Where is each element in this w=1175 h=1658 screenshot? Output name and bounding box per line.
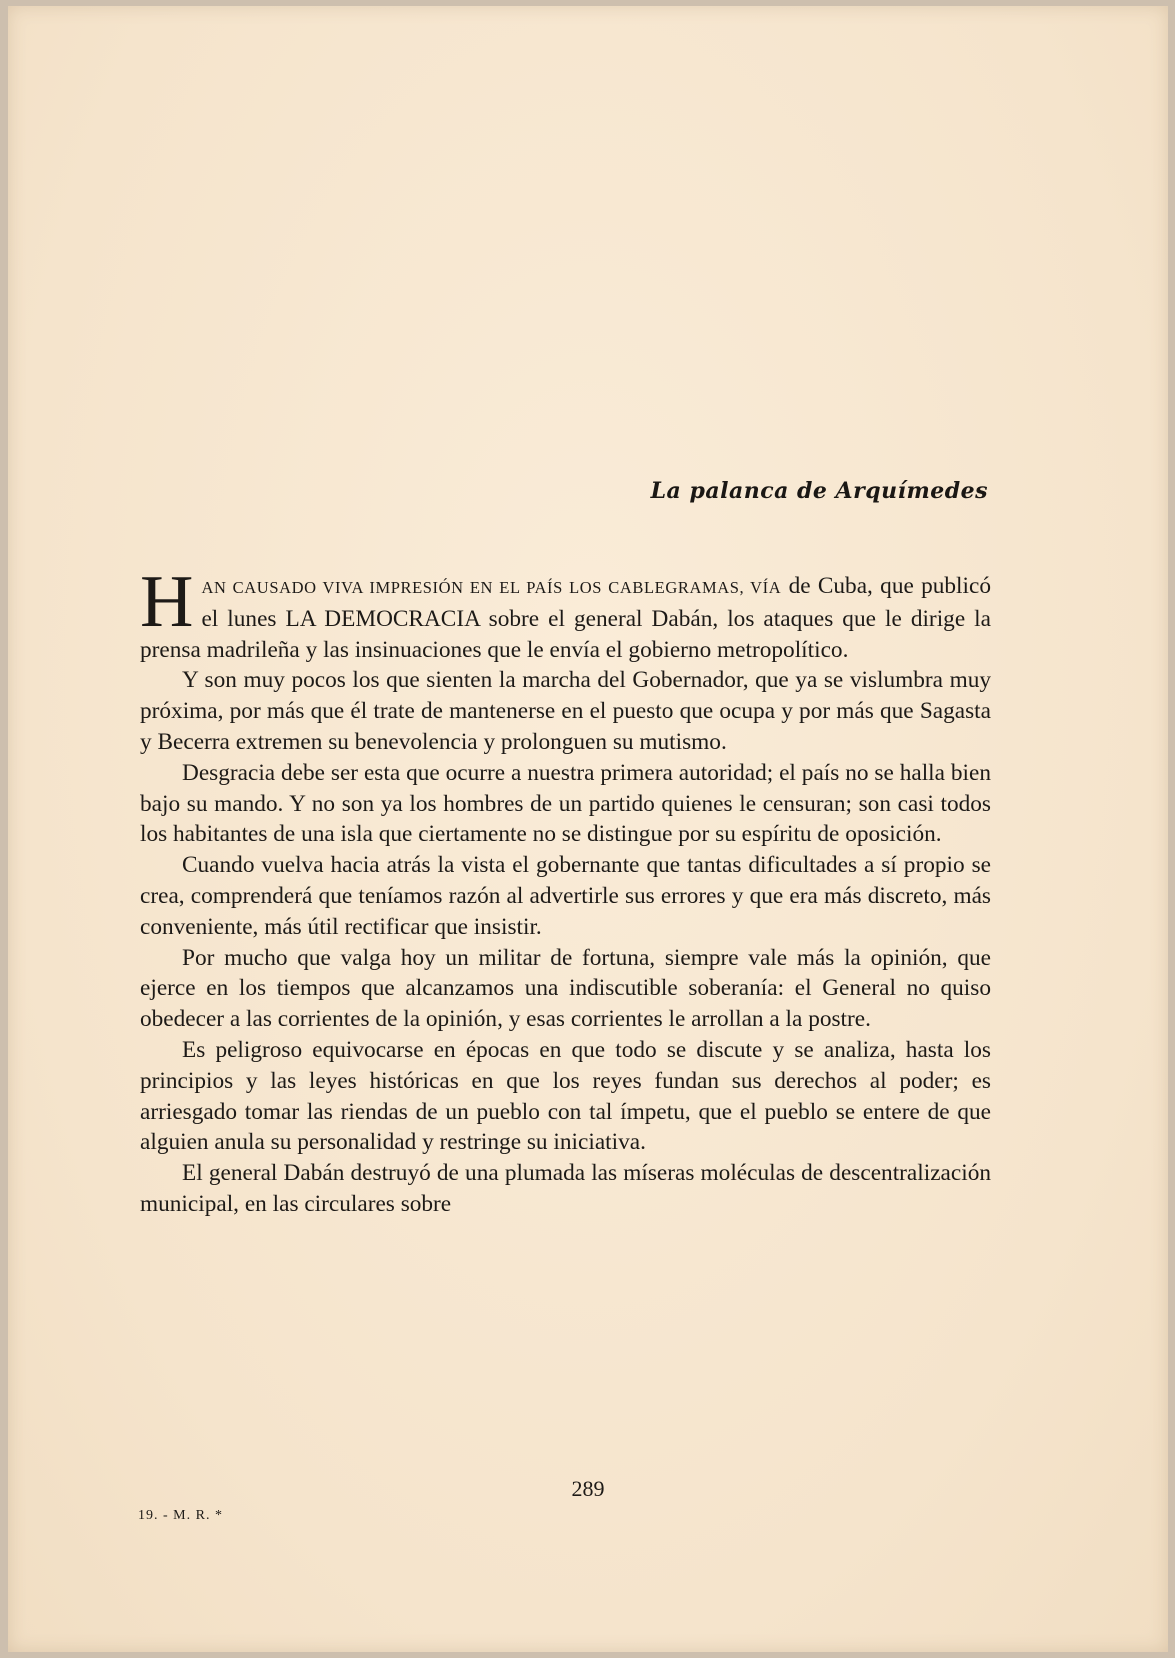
paragraph: Es peligroso equivocarse en épocas en que todo se discute y se analiza, hasta los principios y las leyes históricas en que los reyes fundan sus derechos al poder; es arriesgado tomar las riendas de un pueblo con tal ímpetu, que el pueblo se entere de que alguien anula su personalidad y restringe su iniciativa. [140,1036,991,1156]
printer-signature: 19. - M. R. * [138,1508,223,1523]
paragraph: El general Dabán destruyó de una plumada las míseras moléculas de descentralización municipal, en las circulares sobre [140,1160,991,1217]
drop-cap: H [140,561,194,643]
paragraph-text: de Cuba, que publicó el lunes LA DEMOCRACIA sobre el general Dabán, los ataques que le dirige la prensa madrileña y las insinuaciones que le envía el gobierno metropolítico. [140,573,991,663]
book-page [8,6,1168,1652]
article-title: La palanca de Arquímedes [650,478,988,504]
article-body [140,561,991,1220]
paragraph [140,561,991,665]
lead-smallcaps: AN CAUSADO VIVA IMPRESIÓN EN EL PAÍS LOS CABLEGRAMAS, VÍA [201,578,782,597]
paragraph: Cuando vuelva hacia atrás la vista el gobernante que tantas dificultades a sí propio se crea, comprenderá que teníamos razón al advertirle sus errores y que era más discreto, más conveniente, más útil rectificar que insistir. [140,852,991,940]
paragraph: Desgracia debe ser esta que ocurre a nuestra primera autoridad; el país no se halla bien bajo su mando. Y no son ya los hombres de un partido quienes le censuran; son casi todos los habitantes de una isla que ciertamente no se distingue por su espíritu de oposición. [140,759,991,848]
paragraph: Por mucho que valga hoy un militar de fortuna, siempre vale más la opinión, que ejerce en los tiempos que alcanzamos una indiscutible soberanía: el General no quiso obedecer a las corrientes de la opinión, y esas corrientes le arrollan a la postre. [140,944,991,1033]
paragraph: Y son muy pocos los que sienten la marcha del Gobernador, que ya se vislumbra muy próxima, por más que él trate de mantenerse en el puesto que ocupa y por más que Sagasta y Becerra extremen su benevolencia y prolonguen su mutismo. [140,667,991,755]
page-number: 289 [571,1476,605,1501]
